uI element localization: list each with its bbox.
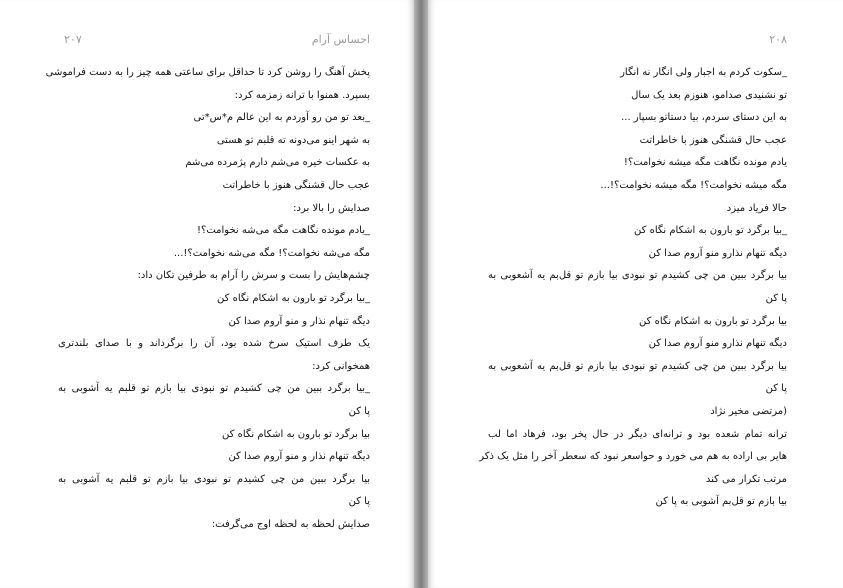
text-line: _بیا برگرد تو بارون به اشکام نگاه کن [217, 293, 370, 304]
text-line: به شهر اینو می‌دونه ته قلبم تو هستی [216, 134, 370, 146]
text-line: _بیا برگرد تو بارون به اشکام نگاه کن [634, 225, 787, 237]
text-line: (مرتضی مخیر نژاد [710, 406, 787, 417]
text-line: بیا برگرد تو بارون به اشکام نگاه کن [639, 315, 787, 327]
text-line: یادم مونده نگاهت مگه میشه نخوامت؟! [623, 157, 787, 169]
text-line: چشم‌هایش را بست و سرش را آرام به طرفین تکان داد: [137, 270, 370, 282]
text-line: پا کن [348, 406, 370, 417]
text-line: دیگه تنهام نذارو منو آروم صدا کن [648, 338, 787, 350]
text-line: دیگه تنهام نذار و منو آروم صدا کن [228, 451, 370, 463]
text-line: به این دستای سردم، بیا دستاتو بسپار ... [621, 112, 787, 124]
text-line: _بیا برگرد ببین من چی کشیدم تو نبودی بیا بازم تو قلبم یه آشوبی به [58, 383, 370, 395]
text-line: عجب حال قشنگی هنوز با خاطراتت [639, 134, 787, 146]
text-line: _یادم مونده نگاهت مگه می‌شه نخوامت؟! [197, 225, 370, 237]
text-line: یک طرف استیک سرخ شده بود، آن را برگرداند و با صدای بلندتری [58, 338, 370, 350]
text-line: ترانه تمام شعده بود و ترانه‌ای دیگر در حال پخر بود، فرهاد اما لب [488, 428, 787, 440]
text-line: دیگه تنهام نذارو منو آروم صدا کن [648, 247, 787, 259]
text-line: هایر بی اراده به هم می خورد و حواسعر نبود که سعطر آخر را مثل یک ذکر [479, 451, 787, 463]
text-line: صدایش لحظه به لحظه اوج می‌گرفت: [211, 519, 370, 530]
text-line: مرتب تکرار می کند [705, 473, 787, 485]
book-gutter [414, 0, 428, 588]
text-line: دیگه تنهام نذار و منو آروم صدا کن [228, 315, 370, 327]
text-line: صدایش را بالا برد: [293, 202, 370, 214]
text-line: بیا برگرد ببین من چی کشیدم تو نبودی بیا بازم تو قل‌بم یه آشعوبی به [488, 360, 787, 372]
text-line: مگه میشه نخوامت؟! مگه میشه نخوامت؟!... [600, 180, 787, 191]
text-line: بسپرد. همنوا با ترانه زمزمه کرد: [234, 89, 370, 101]
text-line: تو نشنیدی صدامو، هنوزم بعد یک سال [631, 89, 787, 101]
text-line: همخوانی کرد: [312, 360, 370, 372]
text-line: _سکوت کردم به اجبار ولی انگار نه انگار [620, 67, 787, 78]
text-line: به عکسات خیره می‌شم دارم پژمرده می‌شم [185, 157, 370, 169]
text-line: پا کن [765, 293, 787, 304]
running-title: احساس آرام [311, 33, 370, 46]
left-page [0, 0, 414, 588]
page-number: ۲۰۸ [769, 33, 787, 46]
text-line: بیا برگرد ببین من چی کشیدم تو نبودی بیا بازم تو قل‌بم یه آشعوبی به [488, 270, 787, 282]
text-line: پا کن [765, 383, 787, 395]
page-number: ۲۰۷ [64, 33, 82, 46]
text-line: حالا فریاد میزد [726, 202, 787, 214]
text-line: پا کن [348, 496, 370, 508]
text-line: بیا برگرد تو بارون به اشکام نگاه کن [222, 428, 370, 440]
text-line: پخش آهنگ را روشن کرد تا حداقل برای ساعتی همه چیز را به دست فراموشی [45, 67, 370, 78]
text-line: _بعد تو من رو آوردم به این عالم م*س*تی [193, 112, 370, 124]
text-line: مگه می‌شه نخوامت؟! مگه می‌شه نخوامت؟!... [173, 247, 370, 259]
text-line: بیا بازم تو قل‌بم آشوبی به پا کن [655, 496, 787, 508]
text-line: عجب حال قشنگی هنوز با خاطراتت [222, 180, 370, 191]
right-page [428, 0, 843, 588]
text-line: بیا برگرد ببین من چی کشیدم تو نبودی بیا بازم تو قلبم یه آشوبی به [58, 473, 370, 485]
